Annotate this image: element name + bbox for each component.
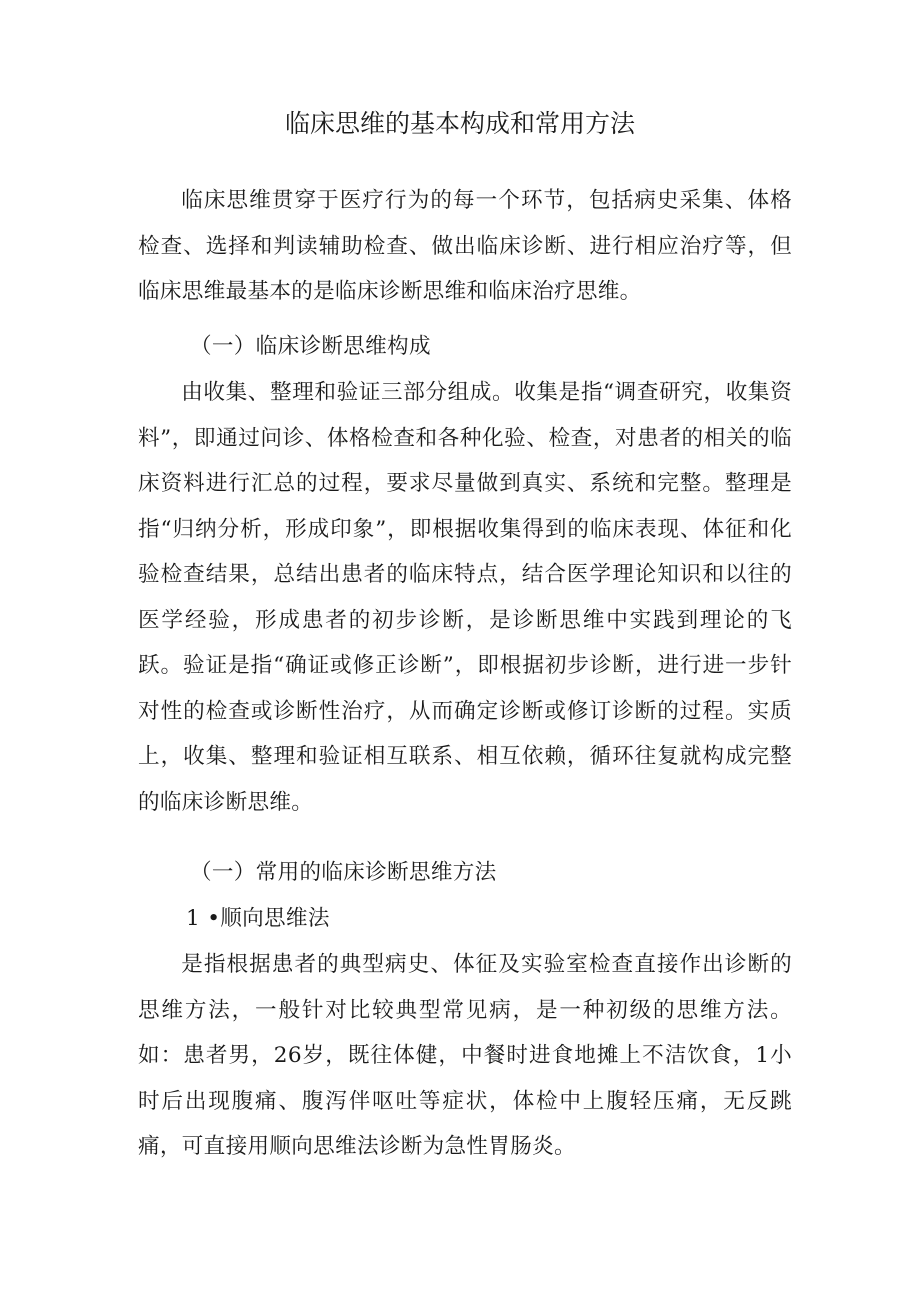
section2-heading: （一）常用的临床诊断思维方法: [190, 860, 497, 885]
intro-paragraph: 临床思维贯穿于医疗行为的每一个环节，包括病史采集、体格检查、选择和判读辅助检查、做出临床诊断、进行相应治疗等，但临床思维最基本的是临床诊断思维和临床治疗思维。: [138, 188, 792, 304]
method1-heading: 1 •顺向思维法: [186, 906, 330, 931]
document-title: 临床思维的基本构成和常用方法: [284, 109, 635, 138]
method1-paragraph: 是指根据患者的典型病史、体征及实验室检查直接作出诊断的思维方法，一般针对比较典型常见病，是一种初级的思维方法。如：患者男，26岁，既往体健，中餐时进食地摊上不洁饮食，1小时后出现腹痛、腹泻伴呕吐等症状，体检中上腹轻压痛，无反跳痛，可直接用顺向思维法诊断为急性胃肠炎。: [138, 952, 792, 1159]
section1-paragraph: 由收集、整理和验证三部分组成。收集是指“调查研究，收集资料”，即通过问诊、体格检查和各种化验、检查，对患者的相关的临床资料进行汇总的过程，要求尽量做到真实、系统和完整。整理是指“归纳分析，形成印象”，即根据收集得到的临床表现、体征和化验检查结果，总结出患者的临床特点，结合医学理论知识和以往的医学经验，形成患者的初步诊断，是诊断思维中实践到理论的飞跃。验证是指“确证或修正诊断”，即根据初步诊断，进行进一步针对性的检查或诊断性治疗，从而确定诊断或修订诊断的过程。实质上，收集、整理和验证相互联系、相互依赖，循环往复就构成完整的临床诊断思维。: [138, 380, 792, 815]
section1-heading: （一）临床诊断思维构成: [190, 334, 431, 359]
